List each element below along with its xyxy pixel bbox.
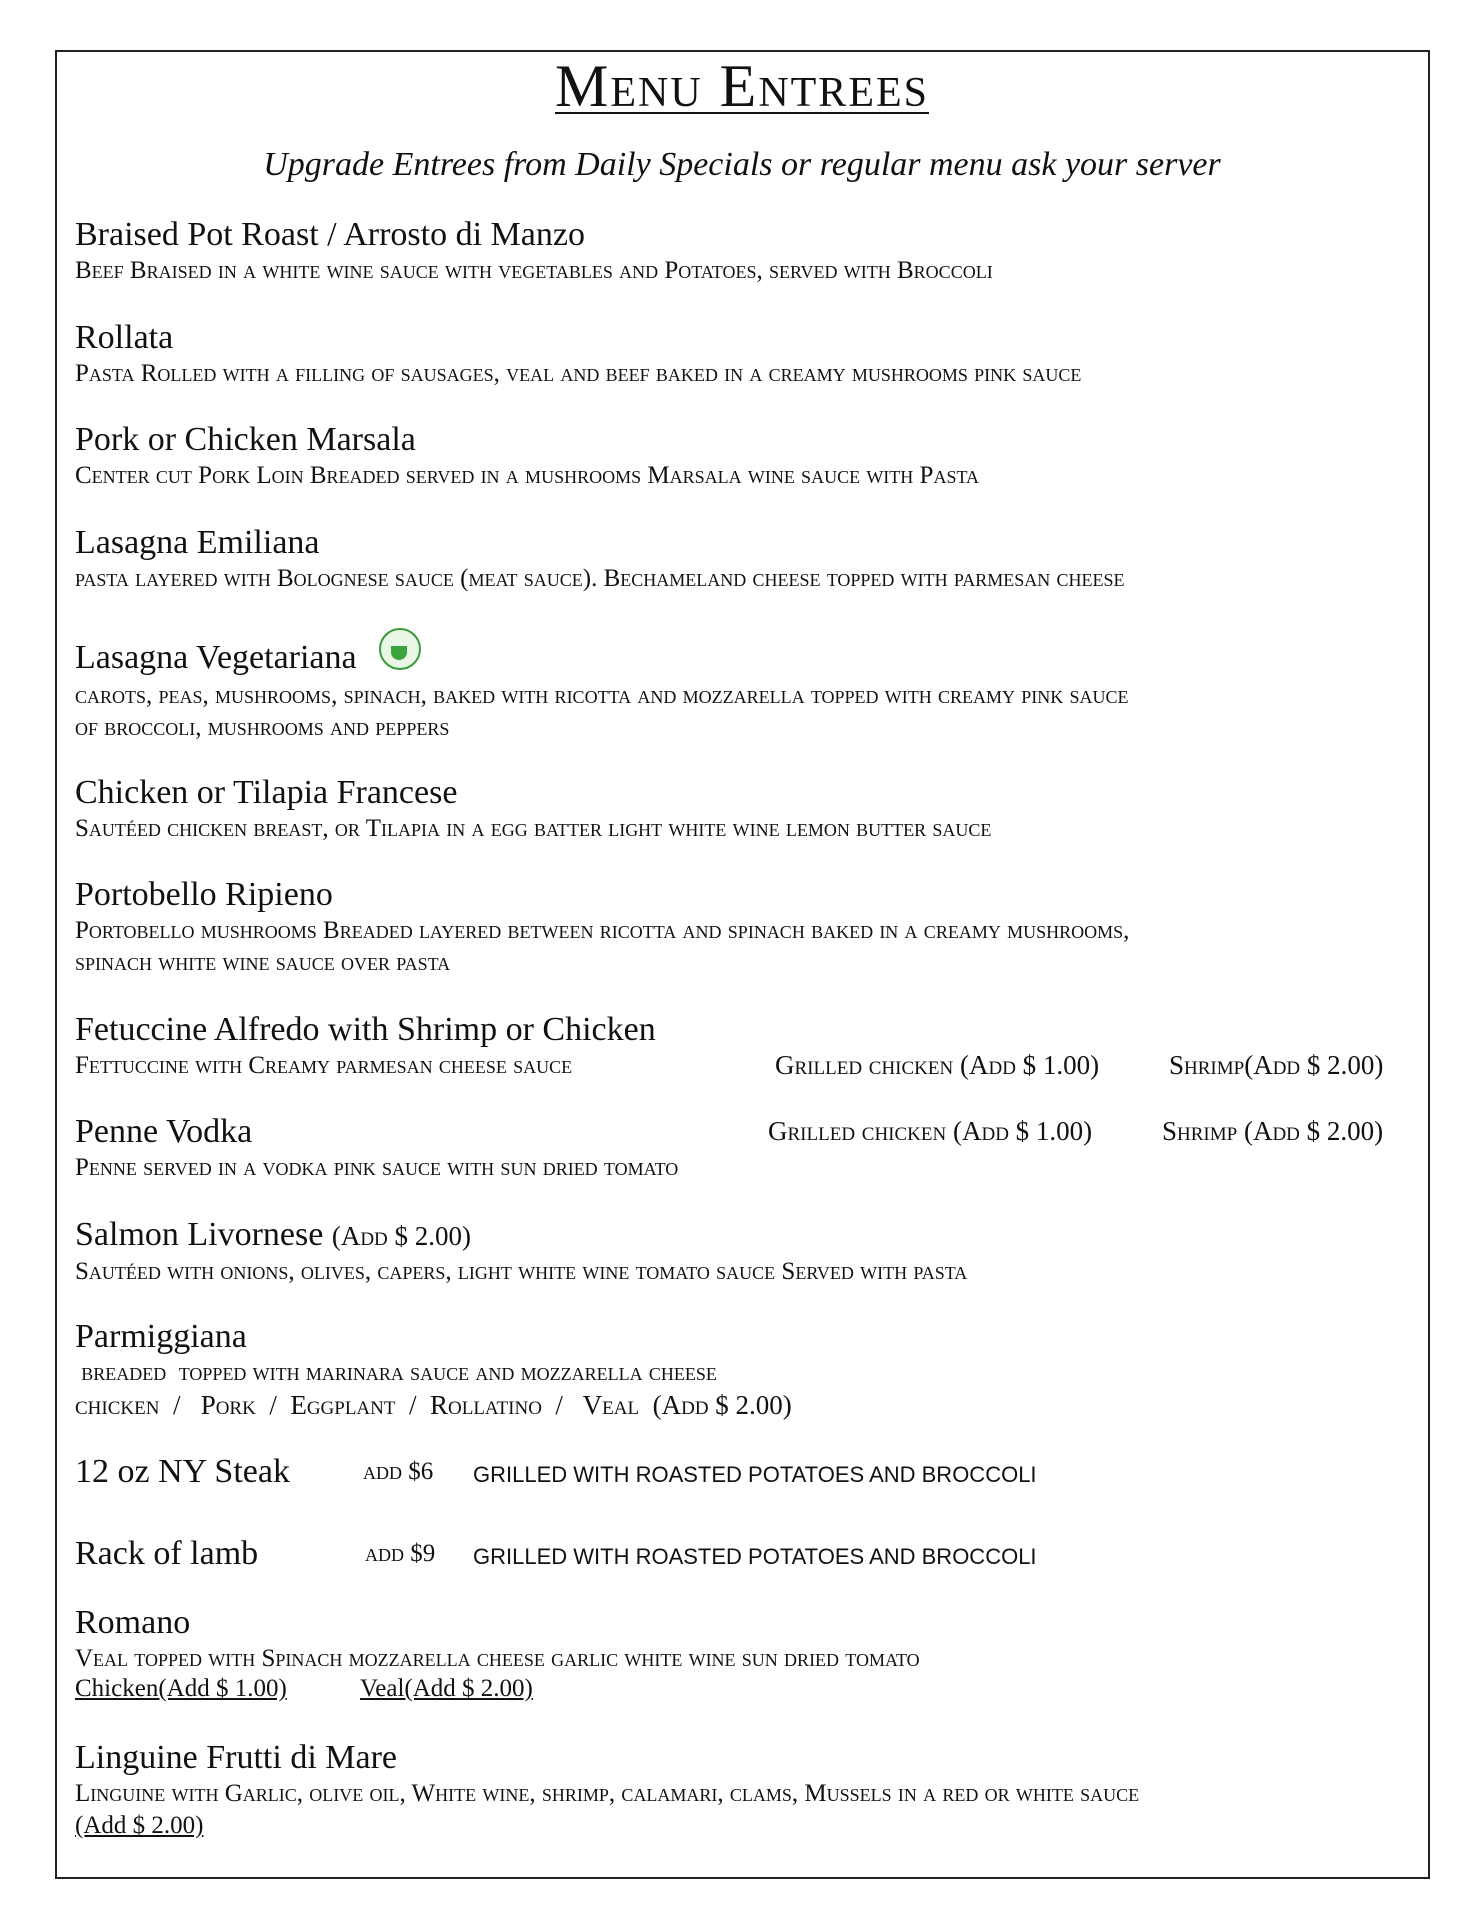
- item-description: Linguine with Garlic, olive oil, White wine, shrimp, calamari, clams, Mussels in a red or white sauce: [75, 1780, 1140, 1807]
- item-description-cont: spinach white wine sauce over pasta: [75, 949, 451, 976]
- item-description: pasta layered with Bolognese sauce (meat sauce). Bechameland cheese topped with parmesan cheese: [75, 565, 1125, 592]
- item-name: Chicken or Tilapia Francese: [75, 774, 458, 811]
- menu-item: [75, 1603, 1415, 1709]
- item-name: Salmon Livornese: [75, 1216, 324, 1253]
- item-options: chicken / Pork / Eggplant / Rollatino / Veal (Add $ 2.00): [75, 1390, 792, 1420]
- item-description: carots, peas, mushrooms, spinach, baked with ricotta and mozzarella topped with creamy pink sauce: [75, 682, 1129, 709]
- item-name: Rollata: [75, 319, 174, 356]
- item-description: Sautéed chicken breast, or Tilapia in a egg batter light white wine lemon butter sauce: [75, 815, 992, 842]
- item-name: Linguine Frutti di Mare: [75, 1739, 398, 1776]
- item-price: (Add $ 2.00): [75, 1812, 204, 1839]
- menu-item: [75, 318, 1415, 390]
- menu-item: [75, 420, 1415, 492]
- menu-item: [75, 1112, 1415, 1184]
- menu-item: [75, 1010, 1415, 1090]
- menu-item: [75, 215, 1415, 287]
- menu-item: [75, 1534, 1415, 1574]
- item-description: Veal topped with Spinach mozzarella cheese garlic white wine sun dried tomato: [75, 1645, 920, 1672]
- item-description: GRILLED WITH ROASTED POTATOES AND BROCCOLI: [473, 1462, 1037, 1487]
- item-description: Penne served in a vodka pink sauce with sun dried tomato: [75, 1154, 679, 1181]
- item-option-chicken: Chicken(Add $ 1.00): [75, 1675, 287, 1702]
- item-option-shrimp: Shrimp(Add $ 2.00): [1169, 1050, 1384, 1080]
- menu-item: [75, 875, 1415, 979]
- menu-item: [75, 1452, 1415, 1492]
- item-option-shrimp: Shrimp (Add $ 2.00): [1162, 1116, 1384, 1146]
- item-name: Portobello Ripieno: [75, 876, 333, 913]
- vegetarian-leaf-icon: [379, 628, 421, 670]
- menu-item: [75, 1215, 1415, 1288]
- item-name: Penne Vodka: [75, 1113, 253, 1150]
- item-description: Sautéed with onions, olives, capers, light white wine tomato sauce Served with pasta: [75, 1258, 968, 1285]
- item-description: Portobello mushrooms Breaded layered between ricotta and spinach baked in a creamy mushrooms,: [75, 917, 1130, 944]
- item-price: add $9: [365, 1540, 436, 1567]
- item-description: Fettuccine with Creamy parmesan cheese sauce: [75, 1052, 573, 1079]
- item-description: Center cut Pork Loin Breaded served in a mushrooms Marsala wine sauce with Pasta: [75, 462, 980, 489]
- item-name: Romano: [75, 1604, 191, 1641]
- item-name: Pork or Chicken Marsala: [75, 421, 416, 458]
- item-description-cont: of broccoli, mushrooms and peppers: [75, 714, 450, 741]
- menu-item: [75, 523, 1415, 595]
- item-price: add $6: [363, 1458, 434, 1485]
- item-description: Beef Braised in a white wine sauce with vegetables and Potatoes, served with Broccoli: [75, 257, 993, 284]
- item-name: Rack of lamb: [75, 1535, 259, 1572]
- menu-item: [75, 638, 1415, 744]
- item-name: Parmiggiana: [75, 1318, 247, 1355]
- item-name: Braised Pot Roast / Arrosto di Manzo: [75, 216, 585, 253]
- menu-item: [75, 773, 1415, 845]
- menu-item: [75, 1738, 1415, 1842]
- item-name: 12 oz NY Steak: [75, 1453, 290, 1490]
- item-description: breaded topped with marinara sauce and mozzarella cheese: [75, 1359, 717, 1386]
- item-price: (Add $ 2.00): [331, 1221, 472, 1251]
- item-name: Lasagna Vegetariana: [75, 639, 357, 676]
- menu-item: [75, 1317, 1415, 1421]
- item-option-chicken: Grilled chicken (Add $ 1.00): [775, 1050, 1100, 1080]
- item-name: Fetuccine Alfredo with Shrimp or Chicken: [75, 1011, 656, 1048]
- item-option-veal: Veal(Add $ 2.00): [360, 1675, 533, 1702]
- item-option-chicken: Grilled chicken (Add $ 1.00): [768, 1116, 1093, 1146]
- menu-subtitle: Upgrade Entrees from Daily Specials or regular menu ask your server: [263, 146, 1221, 183]
- item-name: Lasagna Emiliana: [75, 524, 320, 561]
- menu-title: Menu Entrees: [555, 53, 929, 119]
- item-description: GRILLED WITH ROASTED POTATOES AND BROCCOLI: [473, 1544, 1037, 1569]
- item-description: Pasta Rolled with a filling of sausages, veal and beef baked in a creamy mushrooms pink sauce: [75, 360, 1082, 387]
